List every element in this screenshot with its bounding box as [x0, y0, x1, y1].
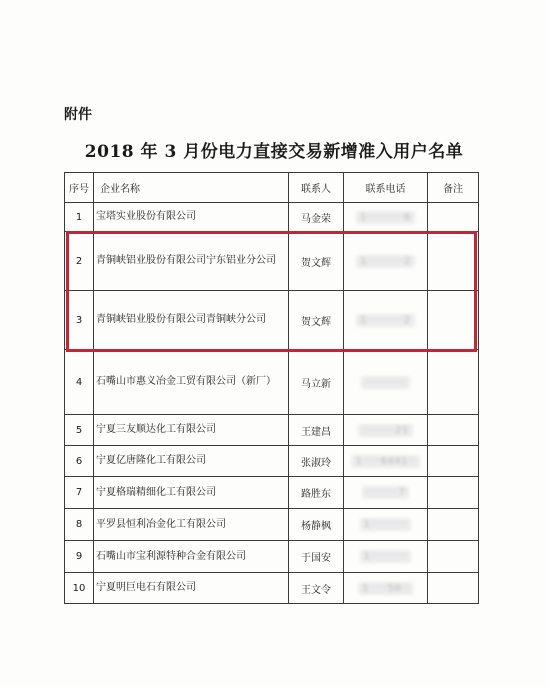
header-phone: 联系电话 [344, 173, 428, 203]
row-company: 宁夏三友顺达化工有限公司 [94, 415, 289, 446]
redacted-phone: ··········· [361, 376, 409, 389]
table-header-row [65, 173, 479, 203]
row-company: 石嘴山市宝利源特种合金有限公司 [94, 541, 289, 573]
row-phone [344, 446, 428, 477]
table-row [65, 203, 479, 232]
row-seq: 9 [65, 541, 94, 573]
header-contact: 联系人 [289, 173, 344, 203]
header-company: 企业名称 [94, 173, 289, 203]
row-phone [344, 477, 428, 509]
redacted-phone: 1·········· [360, 518, 412, 531]
row-seq: 10 [65, 573, 94, 604]
row-phone [344, 509, 428, 541]
table-row [65, 509, 479, 541]
row-seq: 7 [65, 477, 94, 509]
row-seq: 6 [65, 446, 94, 477]
row-company: 石嘴山市惠义冶金工贸有限公司（新厂） [94, 350, 289, 415]
row-contact: 于国安 [289, 541, 344, 573]
header-seq: 序号 [65, 173, 94, 203]
row-seq: 5 [65, 415, 94, 446]
redacted-phone: 1··········2 [356, 255, 415, 268]
row-contact: 马金荣 [289, 203, 344, 232]
table-row [65, 477, 479, 509]
row-contact: 贺文辉 [289, 232, 344, 291]
table-row [65, 446, 479, 477]
row-remark [428, 573, 479, 604]
row-remark [428, 350, 479, 415]
table-row [65, 573, 479, 604]
table-row [65, 232, 479, 291]
row-company: 宁夏亿唐隆化工有限公司 [94, 446, 289, 477]
redacted-phone: ·········21 [358, 424, 413, 437]
row-phone [344, 415, 428, 446]
row-seq: 8 [65, 509, 94, 541]
table-row [65, 541, 479, 573]
document-title: 2018 年 3 月份电力直接交易新增准入用户名单 [84, 142, 464, 162]
redacted-phone: 1·····56·· [358, 582, 412, 595]
row-company: 青铜峡铝业股份有限公司青铜峡分公司 [94, 291, 289, 350]
row-contact: 马立新 [289, 350, 344, 415]
redacted-phone: 1··········6 [356, 211, 415, 224]
row-contact: 王建昌 [289, 415, 344, 446]
table-row [65, 291, 479, 350]
row-remark [428, 291, 479, 350]
row-contact: 张淑玲 [289, 446, 344, 477]
row-phone [344, 350, 428, 415]
row-remark [428, 541, 479, 573]
row-remark [428, 477, 479, 509]
row-remark [428, 203, 479, 232]
table-row [65, 415, 479, 446]
access-user-table [64, 172, 479, 604]
header-remark: 备注 [428, 173, 479, 203]
row-phone [344, 203, 428, 232]
row-seq: 3 [65, 291, 94, 350]
row-seq: 2 [65, 232, 94, 291]
row-company: 宝塔实业股份有限公司 [94, 203, 289, 232]
row-company: 宁夏明巨电石有限公司 [94, 573, 289, 604]
row-contact: 杨静枫 [289, 509, 344, 541]
row-remark [428, 415, 479, 446]
row-phone [344, 573, 428, 604]
row-phone [344, 291, 428, 350]
row-seq: 4 [65, 350, 94, 415]
row-contact: 路胜东 [289, 477, 344, 509]
row-contact: 王文令 [289, 573, 344, 604]
table-row [65, 350, 479, 415]
row-company: 平罗县恒利冶金化工有限公司 [94, 509, 289, 541]
row-remark [428, 232, 479, 291]
redacted-phone: 1··········2 [356, 314, 415, 327]
redacted-phone: 1·····6441·· [351, 455, 419, 468]
row-remark [428, 509, 479, 541]
row-contact: 贺文辉 [289, 291, 344, 350]
redacted-phone: 1·········· [360, 550, 412, 563]
row-phone [344, 541, 428, 573]
row-remark [428, 446, 479, 477]
row-phone [344, 232, 428, 291]
row-company: 宁夏格瑞精细化工有限公司 [94, 477, 289, 509]
redacted-phone: ·········7 [362, 486, 410, 499]
attachment-label: 附件 [64, 107, 92, 123]
row-seq: 1 [65, 203, 94, 232]
row-company: 青铜峡铝业股份有限公司宁东铝业分公司 [94, 232, 289, 291]
